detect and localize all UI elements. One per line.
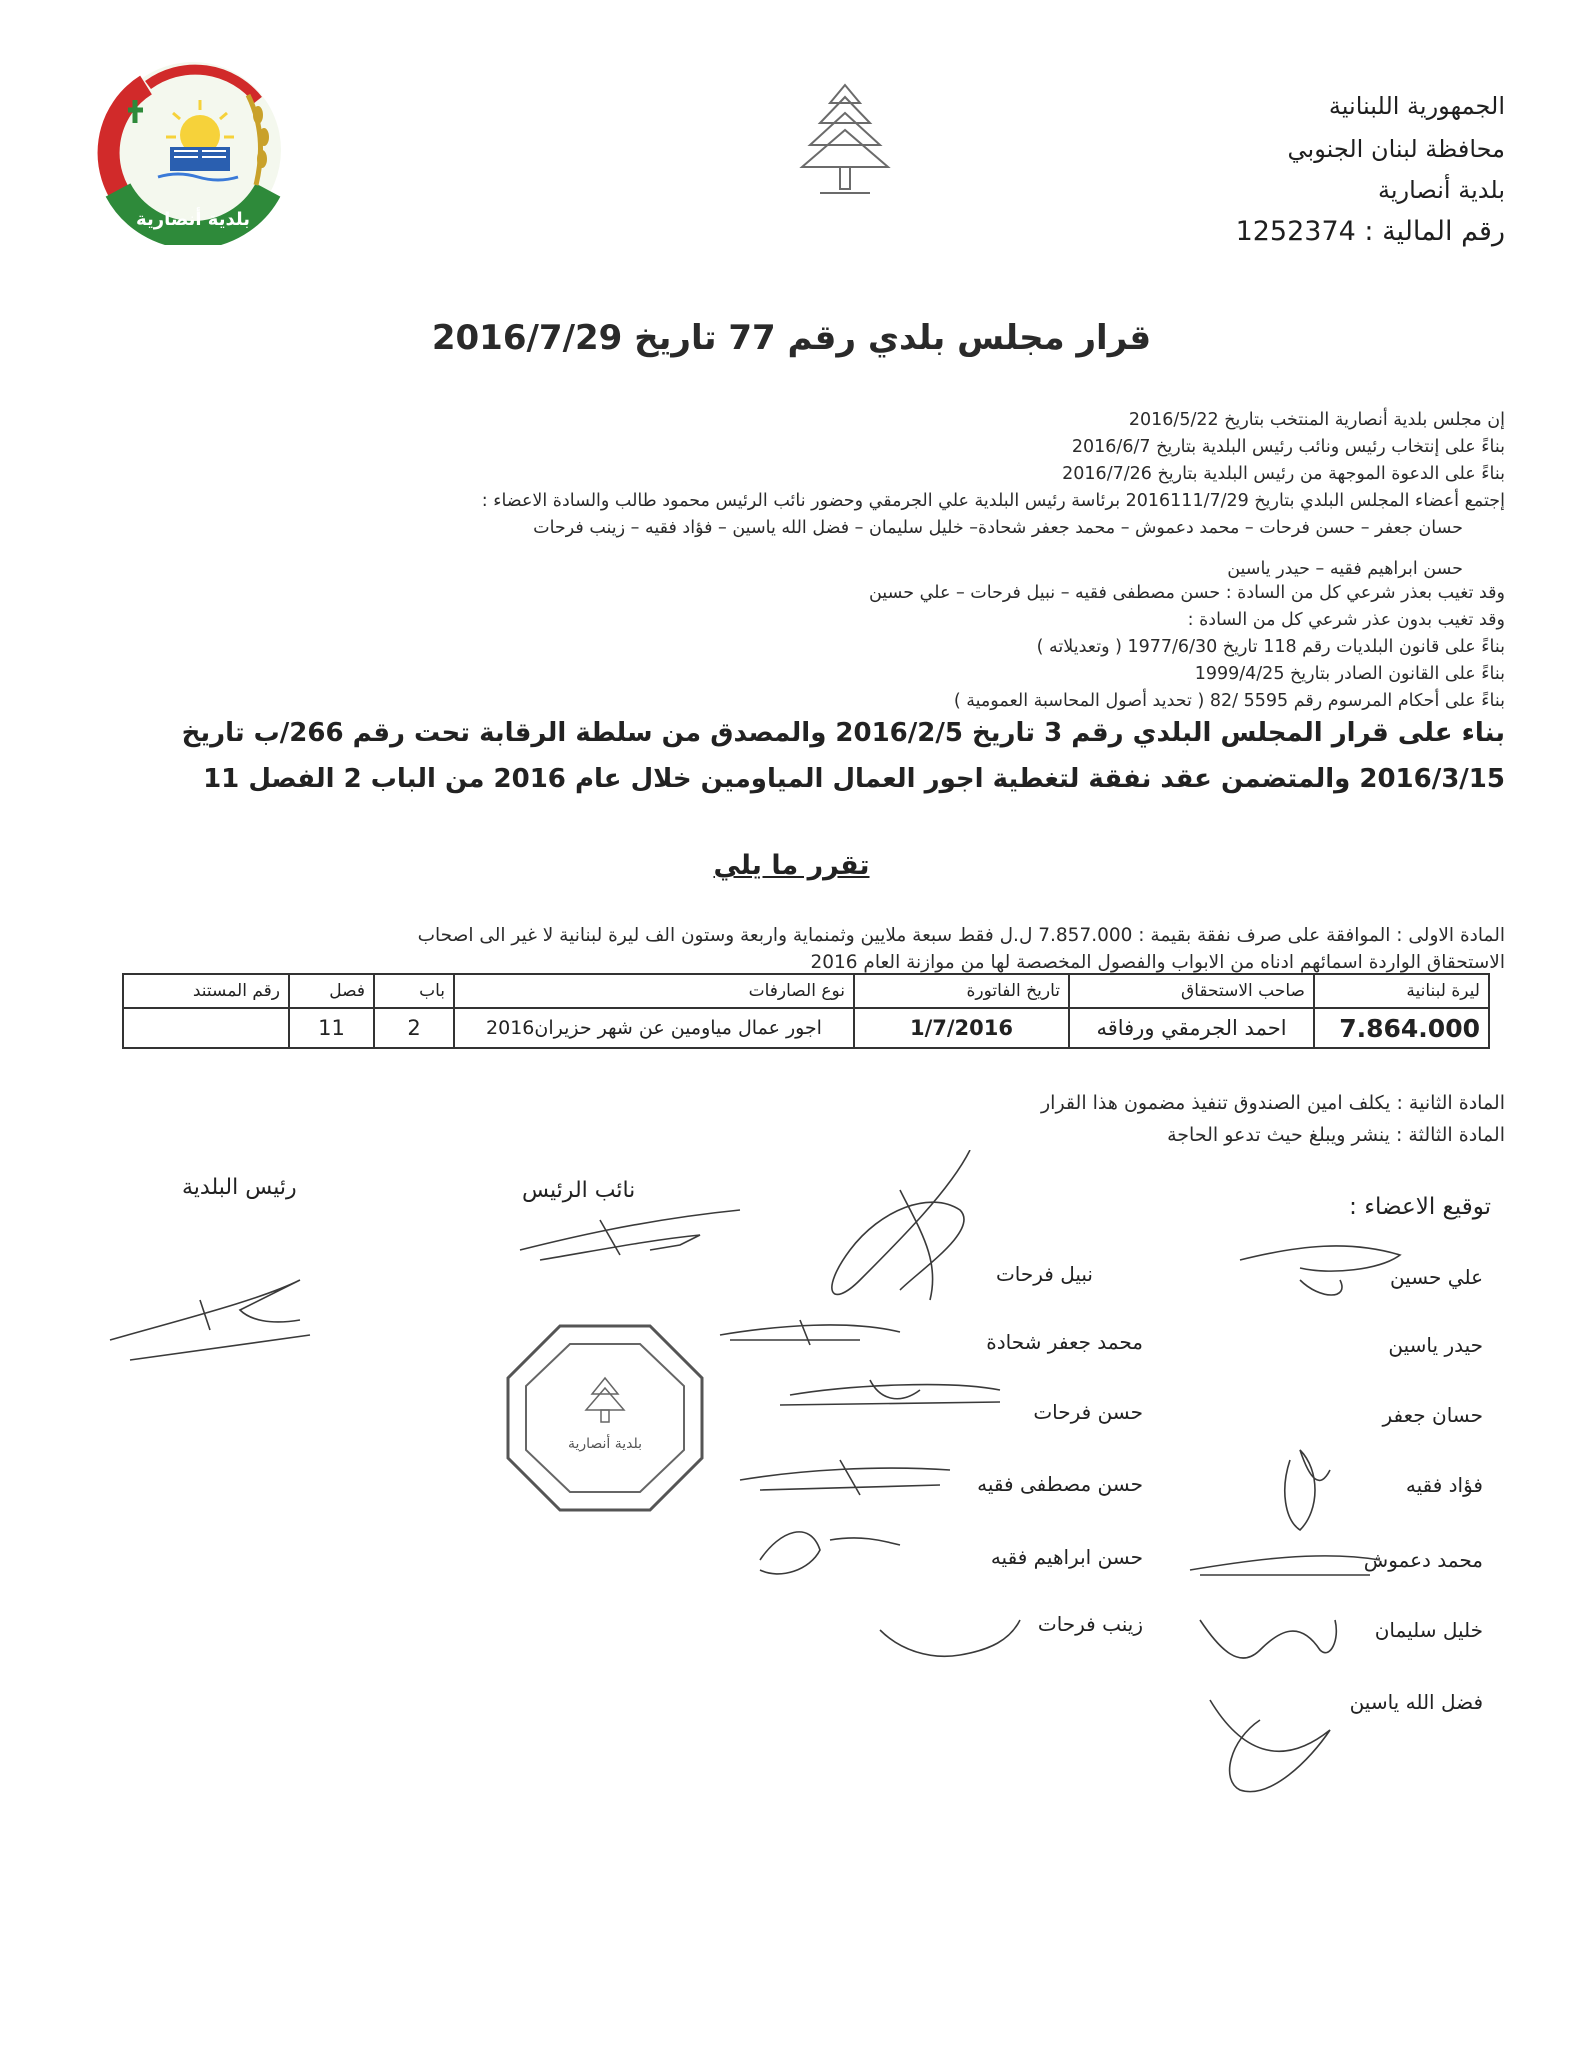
member-name: علي حسين xyxy=(1389,1265,1483,1289)
table-cell: 7.864.000 xyxy=(1314,1008,1489,1048)
cedar-emblem xyxy=(790,75,900,205)
expense-table xyxy=(122,973,1490,1049)
article-two: المادة الثانية : يكلف امين الصندوق تنفيذ مضمون هذا القرار xyxy=(1040,1092,1505,1114)
table-cell: 2 xyxy=(374,1008,454,1048)
members-signature-heading: توقيع الاعضاء : xyxy=(1349,1194,1491,1220)
preamble-line: حسن ابراهيم فقيه – حيدر ياسين xyxy=(1227,559,1463,579)
logo-text: بلدية أنصارية xyxy=(136,209,250,230)
decides-heading: تقرر ما يلي xyxy=(713,850,870,881)
table-cell: احمد الجرمقي ورفاقه xyxy=(1069,1008,1314,1048)
preamble-line: بناءً على الدعوة الموجهة من رئيس البلدية بتاريخ 2016/7/26 xyxy=(1062,464,1505,484)
member-name: نبيل فرحات xyxy=(995,1262,1093,1286)
stamp-text: بلدية أنصارية xyxy=(567,1436,643,1452)
member-name: محمد دعموش xyxy=(1363,1548,1483,1572)
handwritten-signatures xyxy=(0,1150,1583,1910)
column-header: رقم المستند xyxy=(123,974,289,1008)
header-governorate: محافظة لبنان الجنوبي xyxy=(1287,135,1505,163)
member-name: حسن مصطفى فقيه xyxy=(977,1472,1143,1496)
official-stamp xyxy=(500,1318,710,1518)
member-name: حسن فرحات xyxy=(1033,1400,1143,1424)
table-row xyxy=(123,1008,1489,1048)
table-cell: 1/7/2016 xyxy=(854,1008,1069,1048)
article-one-line: الاستحقاق الواردة اسمائهم ادناه من الابواب والفصول المخصصة لها من موازنة العام 2016 xyxy=(810,952,1505,973)
column-header: فصل xyxy=(289,974,374,1008)
deputy-title: نائب الرئيس xyxy=(522,1178,636,1203)
preamble-line: بناءً على إنتخاب رئيس ونائب رئيس البلدية بتاريخ 2016/6/7 xyxy=(1071,437,1505,457)
table-header-row xyxy=(123,974,1489,1008)
member-name: فضل الله ياسين xyxy=(1349,1690,1483,1714)
column-header: ليرة لبنانية xyxy=(1314,974,1489,1008)
preamble-line: بناءً على قانون البلديات رقم 118 تاريخ 1977/6/30 ( وتعديلاته ) xyxy=(1036,637,1505,657)
header-municipality: بلدية أنصارية xyxy=(1377,176,1505,204)
column-header: باب xyxy=(374,974,454,1008)
member-name: حيدر ياسين xyxy=(1388,1333,1483,1357)
header-country: الجمهورية اللبنانية xyxy=(1328,92,1505,120)
member-name: خليل سليمان xyxy=(1374,1618,1483,1642)
member-name: حسان جعفر xyxy=(1382,1403,1483,1427)
member-name: محمد جعفر شحادة xyxy=(986,1330,1143,1354)
column-header: تاريخ الفاتورة xyxy=(854,974,1069,1008)
table-cell xyxy=(123,1008,289,1048)
mayor-title: رئيس البلدية xyxy=(182,1175,297,1200)
header-financial-number: رقم المالية : 1252374 xyxy=(1235,216,1505,247)
municipality-logo xyxy=(88,55,298,245)
reference-paragraph-line: بناء على قرار المجلس البلدي رقم 3 تاريخ 2016/2/5 والمصدق من سلطة الرقابة تحت رقم 266/ب تاريخ xyxy=(181,718,1505,748)
preamble-line: وقد تغيب بعذر شرعي كل من السادة : حسن مصطفى فقيه – نبيل فرحات – علي حسين xyxy=(868,583,1505,603)
reference-paragraph-line: 2016/3/15 والمتضمن عقد نفقة لتغطية اجور العمال المياومين خلال عام 2016 من الباب 2 الفصل 11 xyxy=(203,764,1505,794)
article-three: المادة الثالثة : ينشر ويبلغ حيث تدعو الحاجة xyxy=(1167,1124,1505,1146)
preamble-line: حسان جعفر – حسن فرحات – محمد دعموش – محمد جعفر شحادة– خليل سليمان – فضل الله ياسين – فؤاد فقيه – زينب فرحات xyxy=(533,518,1463,538)
preamble-line: إن مجلس بلدية أنصارية المنتخب بتاريخ 2016/5/22 xyxy=(1128,410,1505,430)
article-one-line: المادة الاولى : الموافقة على صرف نفقة بقيمة : 7.857.000 ل.ل فقط سبعة ملايين وثمنماية واربعة وستون الف ليرة لبنانية لا غير الى اصحاب xyxy=(417,925,1505,946)
preamble-line: بناءً على أحكام المرسوم رقم 5595 /82 ( تحديد أصول المحاسبة العمومية ) xyxy=(953,691,1505,711)
member-name: فؤاد فقيه xyxy=(1405,1473,1483,1497)
preamble-line: بناءً على القانون الصادر بتاريخ 1999/4/25 xyxy=(1194,664,1505,684)
preamble-line: وقد تغيب بدون عذر شرعي كل من السادة : xyxy=(1187,610,1505,630)
member-name: حسن ابراهيم فقيه xyxy=(990,1545,1143,1569)
table-cell: اجور عمال مياومين عن شهر حزيران2016 xyxy=(454,1008,854,1048)
table-cell: 11 xyxy=(289,1008,374,1048)
member-name: زينب فرحات xyxy=(1037,1612,1143,1636)
decision-title: قرار مجلس بلدي رقم 77 تاريخ 2016/7/29 xyxy=(431,318,1152,358)
preamble-line: إجتمع أعضاء المجلس البلدي بتاريخ 2016111/7/29 برئاسة رئيس البلدية علي الجرمقي وحضور نائب الرئيس محمود طالب والسادة الاعضاء : xyxy=(481,491,1505,511)
column-header: صاحب الاستحقاق xyxy=(1069,974,1314,1008)
column-header: نوع الصارفات xyxy=(454,974,854,1008)
